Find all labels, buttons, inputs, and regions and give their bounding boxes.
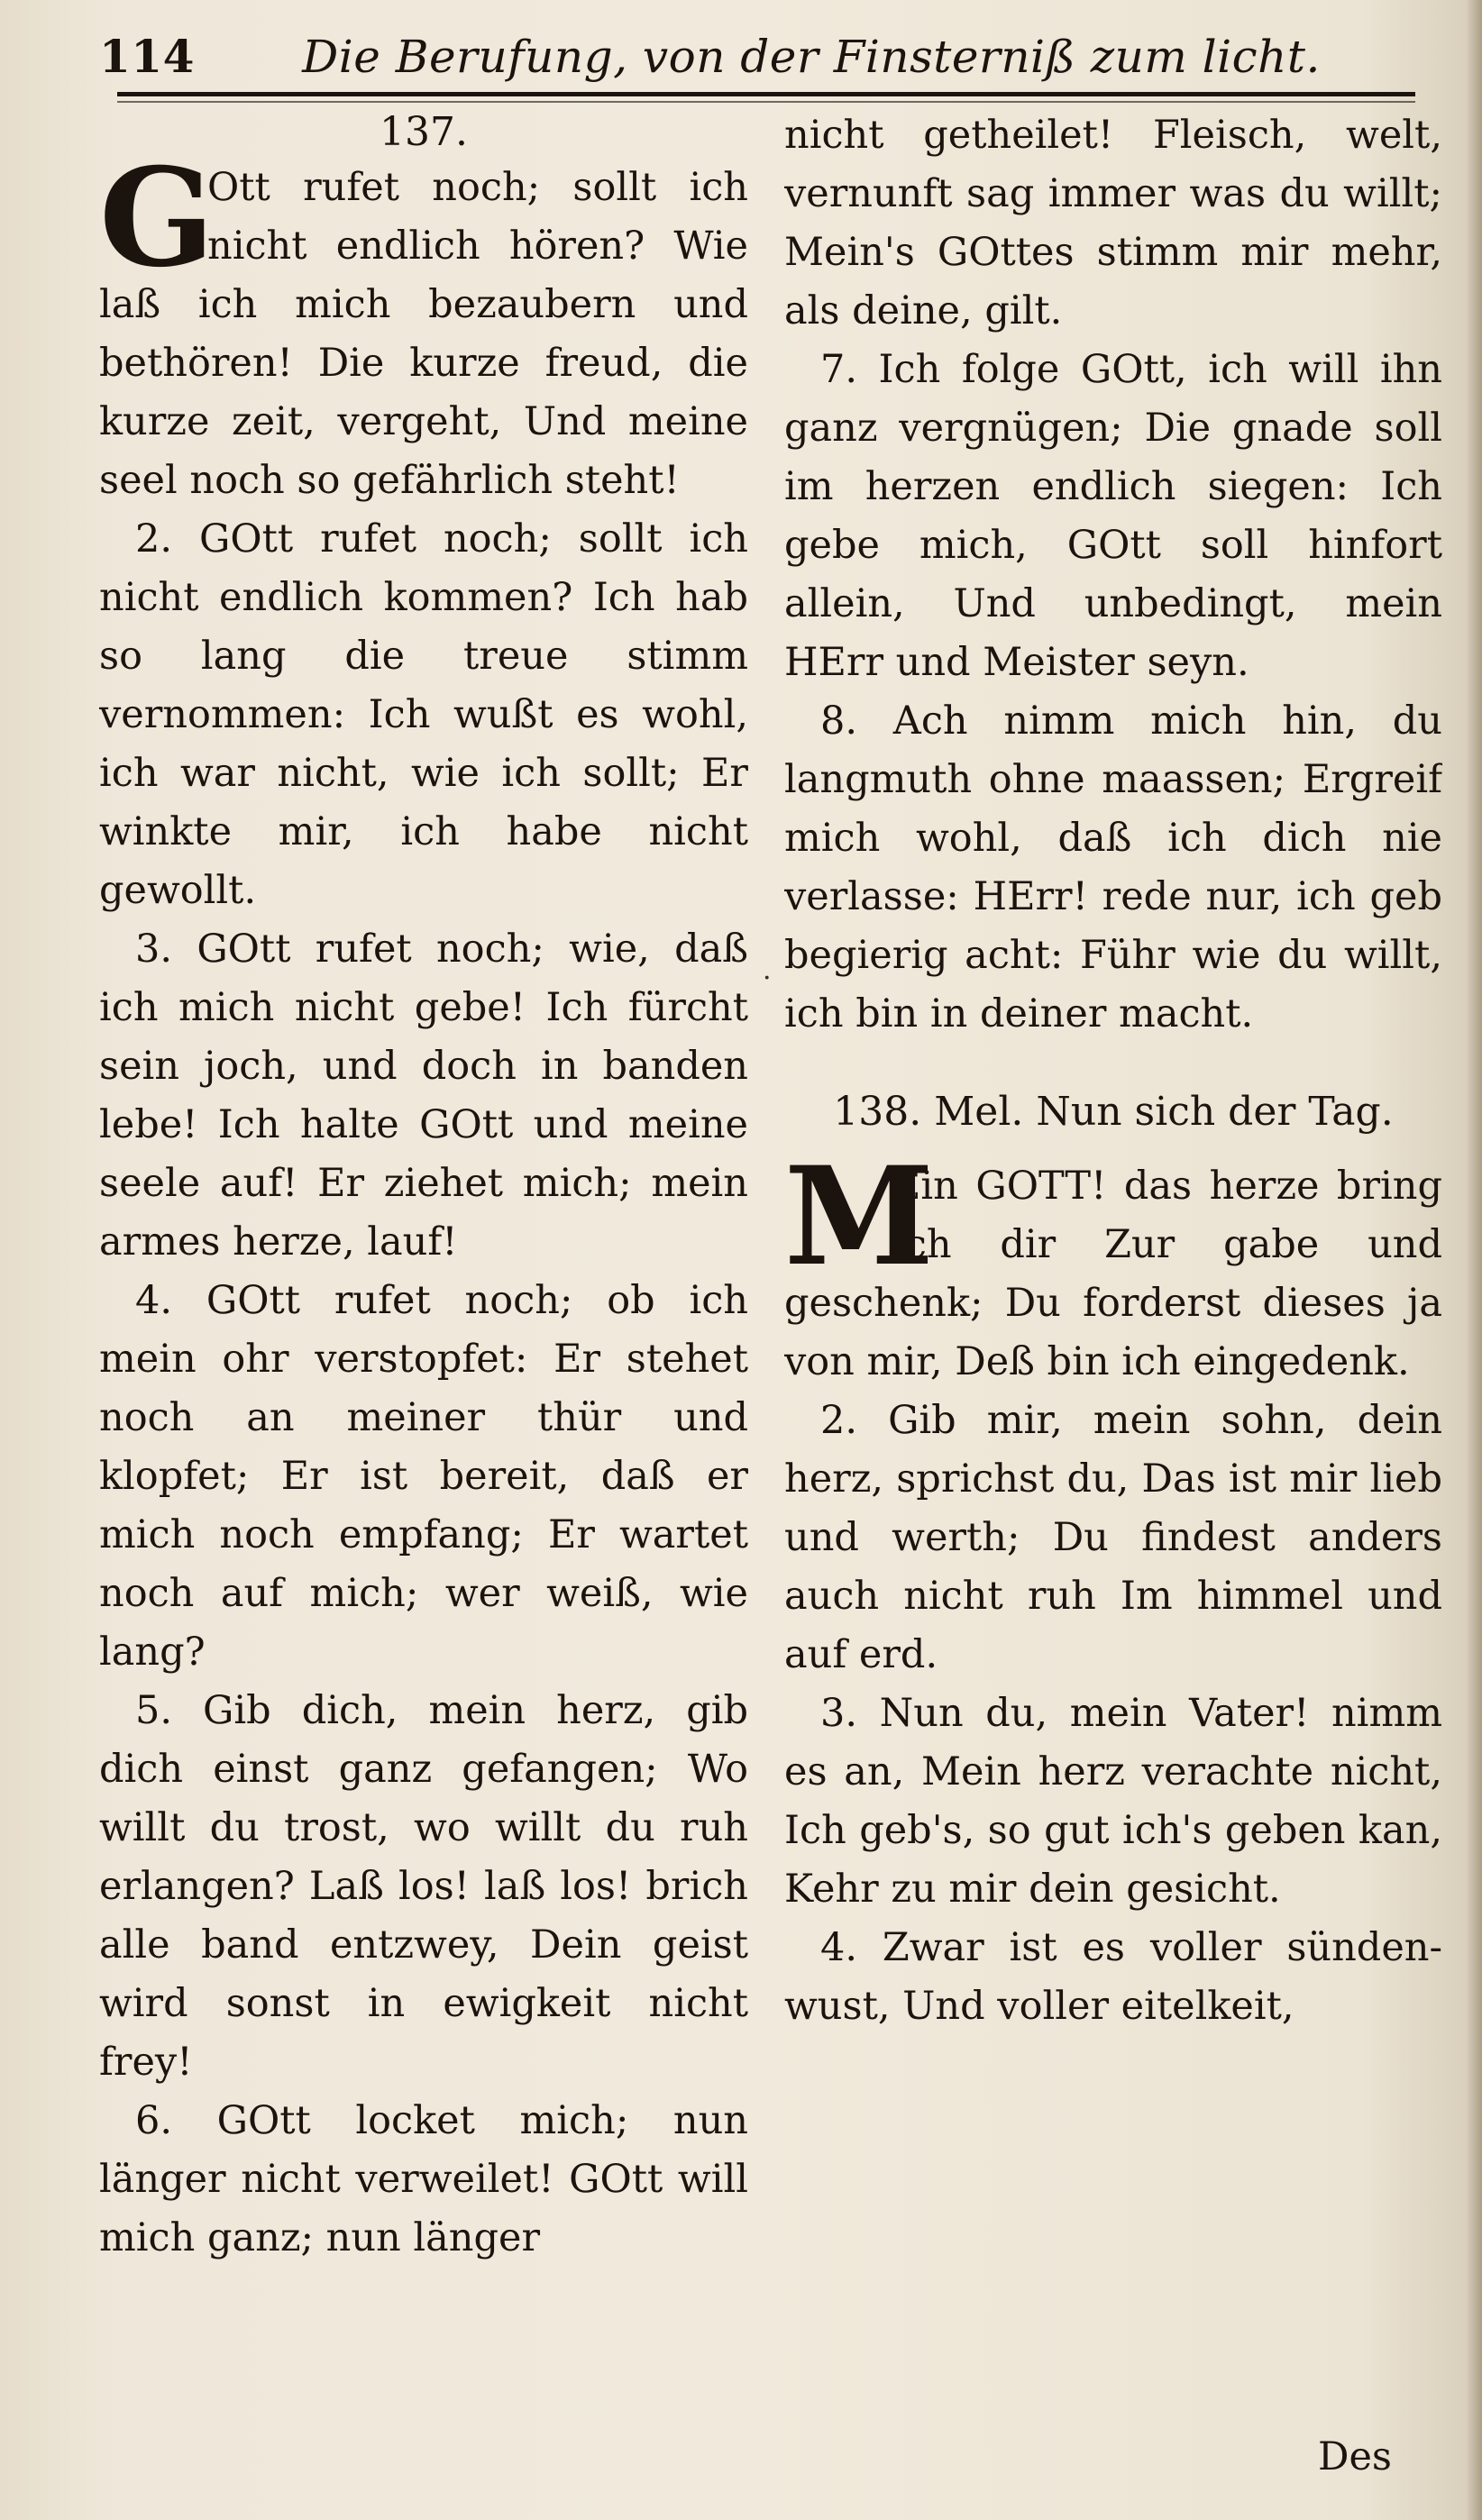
hymn-138-stanza-4: 4. Zwar ist es voller sünden-wust, Und voller eitelkeit, (784, 1925, 1442, 2029)
hymn-138-heading: 138. Mel. Nun sich der Tag. (833, 1089, 1394, 1135)
hymn-138-stanza-1 (784, 1137, 1442, 1392)
hymn-138-dropcap: M (784, 1137, 935, 1296)
hymn-137-stanza-2: 2. GOtt rufet noch; sollt ich nicht endlich kommen? Ich hab so lang die treue stimm vernommen: Ich wußt es wohl, ich war nicht, wie ich sollt; Er winkte mir, ich habe nicht gewollt. (99, 516, 748, 913)
hymn-137-stanza-8: 8. Ach nimm mich hin, du langmuth ohne maassen; Ergreif mich wohl, daß ich dich nie verlasse: HErr! rede nur, ich geb begierig acht: Führ wie du willt, ich bin in deiner macht. (784, 698, 1442, 1036)
header-rule (117, 92, 1415, 96)
hymn-138-stanza-1-text: Ein GOTT! das herze bring ich dir Zur gabe und geschenk; Du forderst dieses ja von mir, Deß bin ich eingedenk. (784, 1164, 1442, 1384)
right-column (784, 106, 1442, 2486)
hymn-137-stanza-7: 7. Ich folge GOtt, ich will ihn ganz vergnügen; Die gnade soll im herzen endlich siegen: Ich gebe mich, GOtt soll hinfort allein, Und unbedingt, mein HErr und Meister seyn. (784, 347, 1442, 685)
hymn-137-stanza-5: 5. Gib dich, mein herz, gib dich einst ganz gefangen; Wo willt du trost, wo willt du ruh erlangen? Laß los! laß los! brich alle band entzwey, Dein geist wird sonst in ewigkeit nicht frey! (99, 1688, 748, 2085)
hymn-137-stanza-6: 6. GOtt locket mich; nun länger nicht verweilet! GOtt will mich ganz; nun länger (99, 2098, 748, 2260)
header-rule-thin (117, 101, 1415, 103)
page-number: 114 (99, 30, 195, 83)
hymn-137-stanza-6-continued: nicht getheilet! Fleisch, welt, vernunft sag immer was du willt; Mein's GOttes stimm mir mehr, als deine, gilt. (784, 113, 1442, 333)
hymn-137-number: 137. (380, 109, 468, 155)
hymn-137-stanza-1-text: Ott rufet noch; sollt ich nicht endlich hören? Wie laß ich mich bezaubern und bethören! Die kurze freud, die kurze zeit, vergeht, Und meine seel noch so gefährlich steht! (99, 165, 748, 503)
hymn-137-stanza-3: 3. GOtt rufet noch; wie, daß ich mich nicht gebe! Ich fürcht sein joch, und doch in banden lebe! Ich halte GOtt und meine seele auf! Er ziehet mich; mein armes herze, lauf! (99, 927, 748, 1265)
hymn-138-stanza-2: 2. Gib mir, mein sohn, dein herz, sprichst du, Das ist mir lieb und werth; Du findest anders auch nicht ruh Im himmel und auf erd. (784, 1398, 1442, 1677)
hymn-138-stanza-3: 3. Nun du, mein Vater! nimm es an, Mein herz verachte nicht, Ich geb's, so gut ich's geben kan, Kehr zu mir dein gesicht. (784, 1691, 1442, 1912)
margin-mark: · (763, 963, 772, 994)
catchword: Des (1318, 2434, 1392, 2479)
hymn-137-stanza-1 (99, 139, 748, 510)
running-head (99, 16, 1397, 83)
hymn-137-stanza-4: 4. GOtt rufet noch; ob ich mein ohr verstopfet: Er stehet noch an meiner thür und klopfet; Er ist bereit, daß er mich noch empfang; Er wartet noch auf mich; wer weiß, wie lang? (99, 1278, 748, 1675)
left-column (99, 106, 748, 2486)
page-edge-shadow (1466, 0, 1482, 2520)
hymn-137-dropcap: G (99, 139, 215, 297)
running-title: Die Berufung, von der Finsterniß zum licht. (302, 31, 1321, 83)
